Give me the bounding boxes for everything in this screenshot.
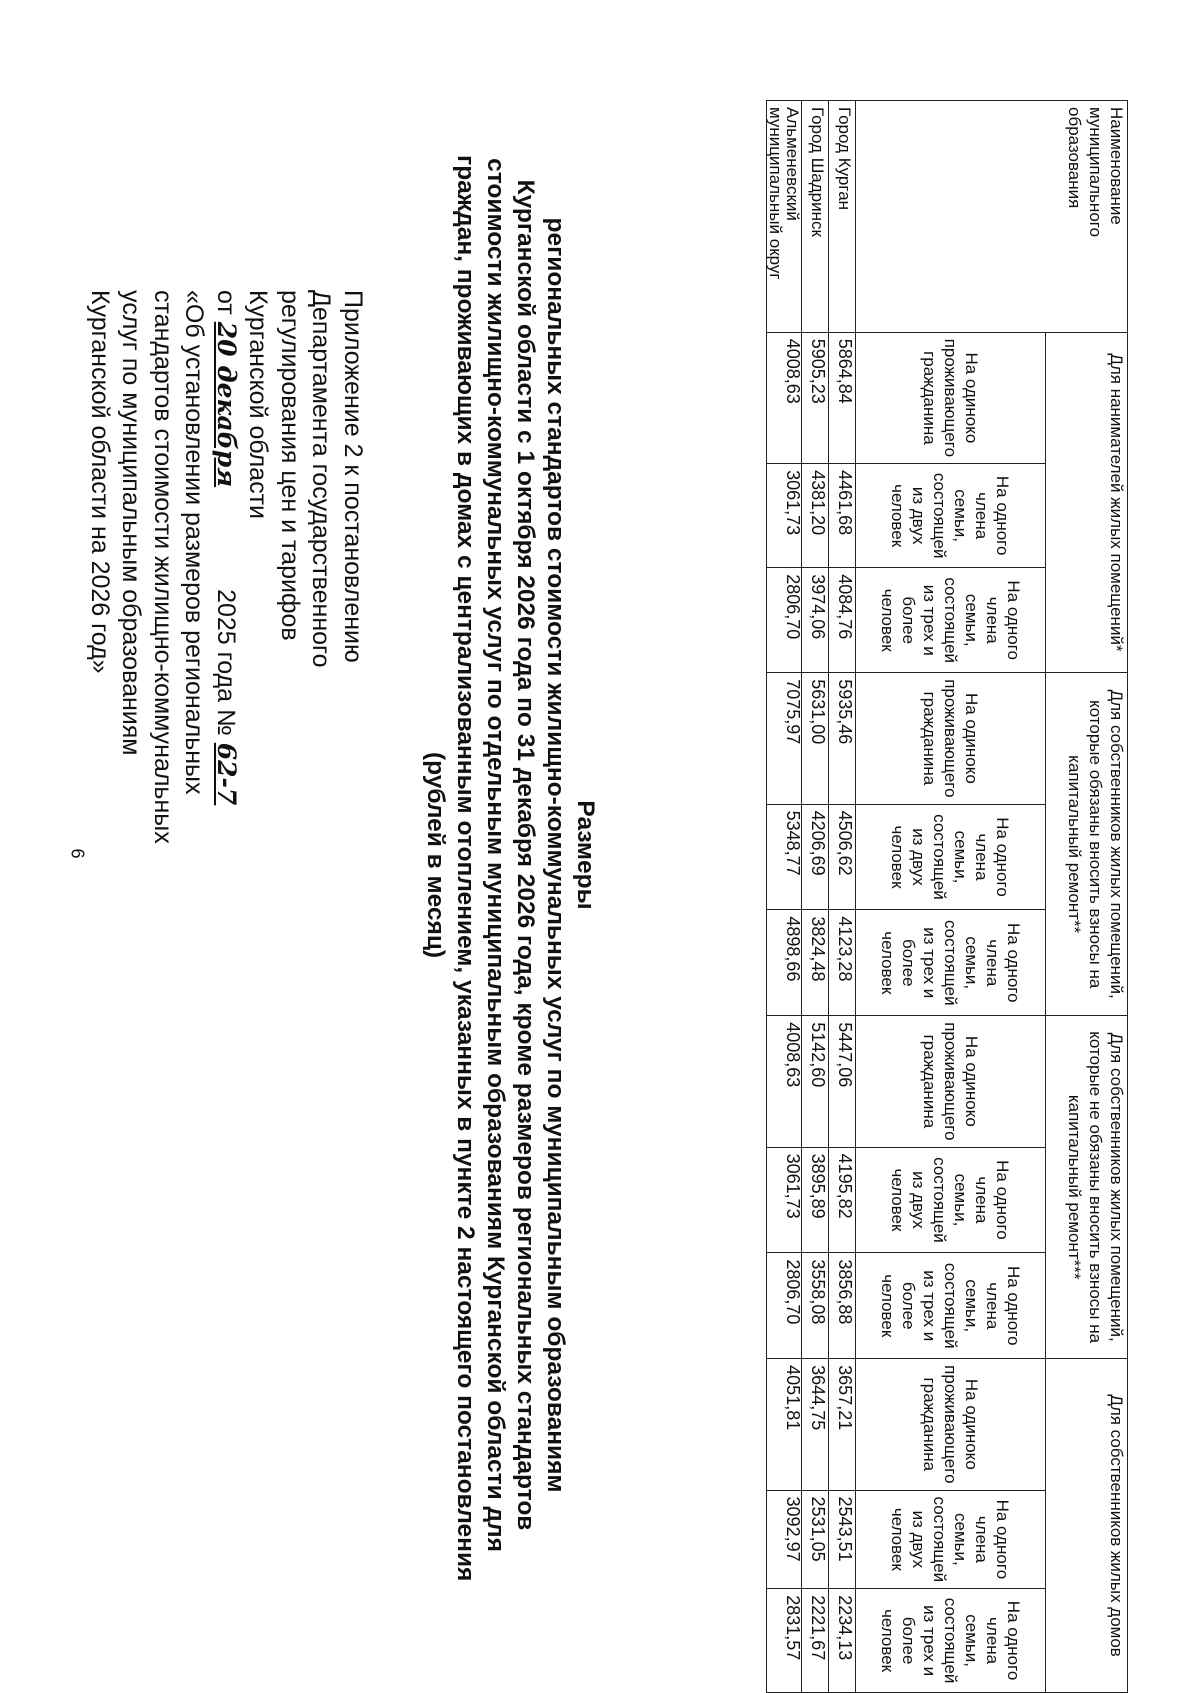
appendix-block <box>84 290 369 844</box>
value-cell: 4123,28 <box>829 910 856 1016</box>
value-cell: 4206,69 <box>802 804 829 910</box>
value-cell: 5447,06 <box>829 1016 856 1147</box>
date-prefix: от <box>212 290 240 315</box>
table-row <box>802 101 829 1693</box>
value-cell: 4008,63 <box>767 1016 802 1147</box>
value-cell: 3061,73 <box>767 1147 802 1253</box>
appendix-line: Курганской области <box>244 290 273 520</box>
value-cell: 2831,57 <box>767 1589 802 1693</box>
value-cell: 3061,73 <box>767 464 802 568</box>
appendix-line: Приложение 2 к постановлению <box>339 290 367 663</box>
subheader-three-plus: На одного члена семьи, состоящей из трех и более человек <box>856 1589 1046 1693</box>
decree-title-line: стандартов стоимости жилищно-коммунальных <box>149 290 177 844</box>
title-line: региональных стандартов стоимости жилищно-коммунальных услуг по муниципальным образованиям <box>542 217 569 1493</box>
value-cell: 3558,08 <box>802 1253 829 1359</box>
subheader-two-person: На одного члена семьи, состоящей из двух человек <box>856 804 1046 910</box>
value-cell: 3092,97 <box>767 1490 802 1589</box>
value-cell: 3644,75 <box>802 1359 829 1490</box>
subheader-single: На одиноко проживающего гражданина <box>856 1359 1046 1490</box>
decree-title-line: «Об установлении размеров региональных <box>180 290 209 795</box>
municipality-name: Альменевский муниципальный округ <box>767 101 802 333</box>
document-title <box>420 155 600 1582</box>
value-cell: 2234,13 <box>829 1589 856 1693</box>
value-cell: 2806,70 <box>767 568 802 673</box>
value-cell: 5905,23 <box>802 332 829 463</box>
title-units: (рублей в месяц) <box>422 751 449 959</box>
subheader-two-person: На одного члена семьи, состоящей из двух человек <box>856 464 1046 568</box>
subheader-three-plus: На одного члена семьи, состоящей из трех и более человек <box>856 1253 1046 1359</box>
value-cell: 4084,76 <box>829 568 856 673</box>
subheader-two-person: На одного члена семьи, состоящей из двух человек <box>856 1147 1046 1253</box>
group-header-house-owners: Для собственников жилых домов <box>1046 1359 1128 1693</box>
page-number: 6 <box>67 848 88 859</box>
value-cell: 3824,48 <box>802 910 829 1016</box>
value-cell: 4461,68 <box>829 464 856 568</box>
value-cell: 2221,67 <box>802 1589 829 1693</box>
municipality-column-header: Наименование муниципального образования <box>856 101 1128 333</box>
subheader-three-plus: На одного члена семьи, состоящей из трех и более человек <box>856 910 1046 1016</box>
decree-date-line <box>210 290 243 806</box>
municipality-name: Город Курган <box>829 101 856 333</box>
subheader-single: На одиноко проживающего гражданина <box>856 1016 1046 1147</box>
value-cell: 2543,51 <box>829 1490 856 1589</box>
subheader-single: На одиноко проживающего гражданина <box>856 673 1046 804</box>
value-cell: 4008,63 <box>767 332 802 463</box>
value-cell: 4195,82 <box>829 1147 856 1253</box>
subheader-three-plus: На одного члена семьи, состоящей из трех и более человек <box>856 568 1046 673</box>
municipality-name: Город Шадринск <box>802 101 829 333</box>
value-cell: 4051,81 <box>767 1359 802 1490</box>
value-cell: 2531,05 <box>802 1490 829 1589</box>
value-cell: 5864,84 <box>829 332 856 463</box>
value-cell: 4381,20 <box>802 464 829 568</box>
value-cell: 3856,88 <box>829 1253 856 1359</box>
value-cell: 5631,00 <box>802 673 829 804</box>
value-cell: 4506,62 <box>829 804 856 910</box>
subheader-two-person: На одного члена семьи, состоящей из двух человек <box>856 1490 1046 1589</box>
value-cell: 5935,46 <box>829 673 856 804</box>
decree-title-line: Курганской области на 2026 год» <box>86 290 114 674</box>
value-cell: 3974,06 <box>802 568 829 673</box>
value-cell: 3895,89 <box>802 1147 829 1253</box>
value-cell: 7075,97 <box>767 673 802 804</box>
table-row <box>767 101 802 1693</box>
value-cell: 3657,21 <box>829 1359 856 1490</box>
appendix-line: регулирования цен и тарифов <box>276 290 304 641</box>
group-header-tenants: Для нанимателей жилых помещений* <box>1046 332 1128 673</box>
table-row <box>829 101 856 1693</box>
date-suffix: 2025 года № <box>212 589 240 736</box>
value-cell: 5348,77 <box>767 804 802 910</box>
value-cell: 2806,70 <box>767 1253 802 1359</box>
handwritten-date: 20 декабря <box>212 321 241 488</box>
title-line: граждан, проживающих в домах с централизованным отоплением, указанных в пункте 2 настоящего постановления <box>452 155 479 1582</box>
value-cell: 5142,60 <box>802 1016 829 1147</box>
title-heading: Размеры <box>572 800 599 910</box>
standards-table <box>766 100 1128 1693</box>
decree-title-line: услуг по муниципальным образованиям <box>117 290 146 756</box>
subheader-single: На одиноко проживающего гражданина <box>856 332 1046 463</box>
value-cell: 4898,66 <box>767 910 802 1016</box>
group-header-owners-with-capital-repair: Для собственников жилых помещений, которые обязаны вносить взносы на капитальный ремонт** <box>1046 673 1128 1016</box>
title-line: стоимости жилищно-коммунальных услуг по отдельным муниципальным образованиям Курганской области для <box>482 158 509 1552</box>
title-line: Курганской области с 1 октября 2026 года по 31 декабря 2026 года, кроме размеров региональных стандартов <box>512 179 539 1531</box>
group-header-owners-without-capital-repair: Для собственников жилых помещений, которые не обязаны вносить взносы на капитальный ремонт*** <box>1046 1016 1128 1359</box>
handwritten-number: 62-7 <box>212 742 241 806</box>
appendix-line: Департамента государственного <box>307 290 336 668</box>
